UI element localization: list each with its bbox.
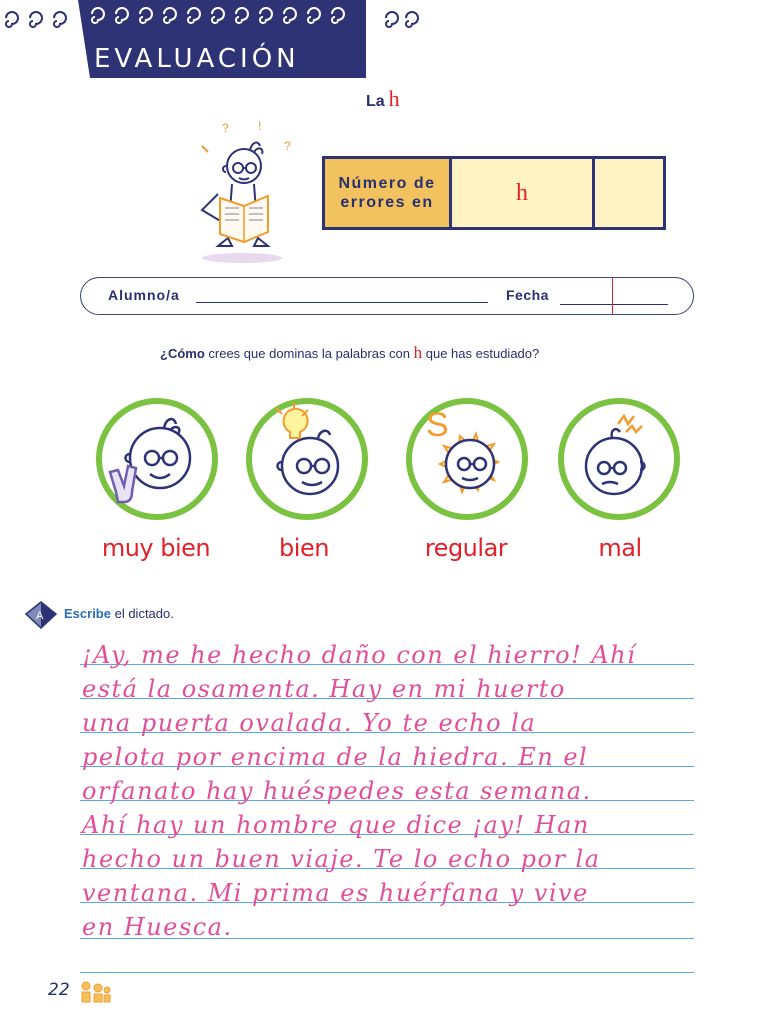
svg-text:?: ? bbox=[284, 139, 291, 153]
face-label-muy-bien: muy bien bbox=[101, 534, 211, 562]
dictation-line: en Huesca. bbox=[82, 913, 233, 941]
question-start: ¿Cómo bbox=[160, 346, 205, 361]
page-title: EVALUACIÓN bbox=[94, 44, 300, 74]
exercise-instruction bbox=[64, 606, 174, 621]
dictation-line: está la osamenta. Hay en mi huerto bbox=[82, 675, 566, 703]
errors-label: Número de errores en bbox=[325, 159, 452, 227]
dictation-line: hecho un buen viaje. Te lo echo por la bbox=[82, 845, 601, 873]
topic-heading bbox=[366, 86, 400, 112]
face-muy-bien-icon[interactable] bbox=[94, 396, 220, 522]
date-field[interactable] bbox=[560, 304, 668, 305]
exercise-rest: el dictado. bbox=[110, 606, 174, 621]
dictation-line: orfanato hay huéspedes esta semana. bbox=[82, 777, 592, 805]
face-label-bien: bien bbox=[279, 534, 329, 562]
face-mal-icon[interactable] bbox=[556, 396, 682, 522]
question-end: que has estudiado? bbox=[422, 346, 540, 361]
exercise-letter: A bbox=[36, 610, 44, 622]
face-label-mal: mal bbox=[598, 534, 642, 562]
face-regular-icon[interactable] bbox=[404, 396, 530, 522]
boy-reading-illustration bbox=[192, 116, 292, 266]
ruled-line bbox=[80, 972, 694, 973]
question-middle: crees que dominas la palabras con bbox=[204, 346, 414, 361]
dictation-line: pelota por encima de la hiedra. En el bbox=[82, 743, 589, 771]
topic-letter: h bbox=[388, 86, 400, 111]
svg-text:?: ? bbox=[222, 121, 229, 135]
svg-text:S: S bbox=[426, 406, 449, 444]
red-margin-mark bbox=[612, 278, 613, 314]
dictation-line: ventana. Mi prima es huérfana y vive bbox=[82, 879, 589, 907]
self-assessment-question bbox=[160, 343, 539, 363]
page-number: 22 bbox=[48, 980, 70, 1000]
svg-text:!: ! bbox=[258, 119, 262, 133]
errors-letter: h bbox=[452, 159, 595, 227]
face-label-regular: regular bbox=[424, 534, 508, 562]
exercise-verb: Escribe bbox=[64, 606, 111, 621]
dictation-line: Ahí hay un hombre que dice ¡ay! Han bbox=[82, 811, 590, 839]
face-bien-icon[interactable] bbox=[244, 396, 370, 522]
dictation-line: una puerta ovalada. Yo te echo la bbox=[82, 709, 537, 737]
student-name-field[interactable] bbox=[196, 302, 488, 303]
exercise-diamond-icon bbox=[24, 600, 58, 630]
dictation-line: ¡Ay, me he hecho daño con el hierro! Ahí bbox=[82, 641, 637, 669]
student-name-label: Alumno/a bbox=[108, 287, 180, 303]
errors-table bbox=[322, 156, 666, 230]
errors-count-field[interactable] bbox=[595, 159, 663, 227]
date-label: Fecha bbox=[506, 287, 549, 303]
kids-logo-icon bbox=[78, 978, 112, 1004]
topic-prefix: La bbox=[366, 93, 385, 110]
question-letter: h bbox=[413, 343, 423, 362]
